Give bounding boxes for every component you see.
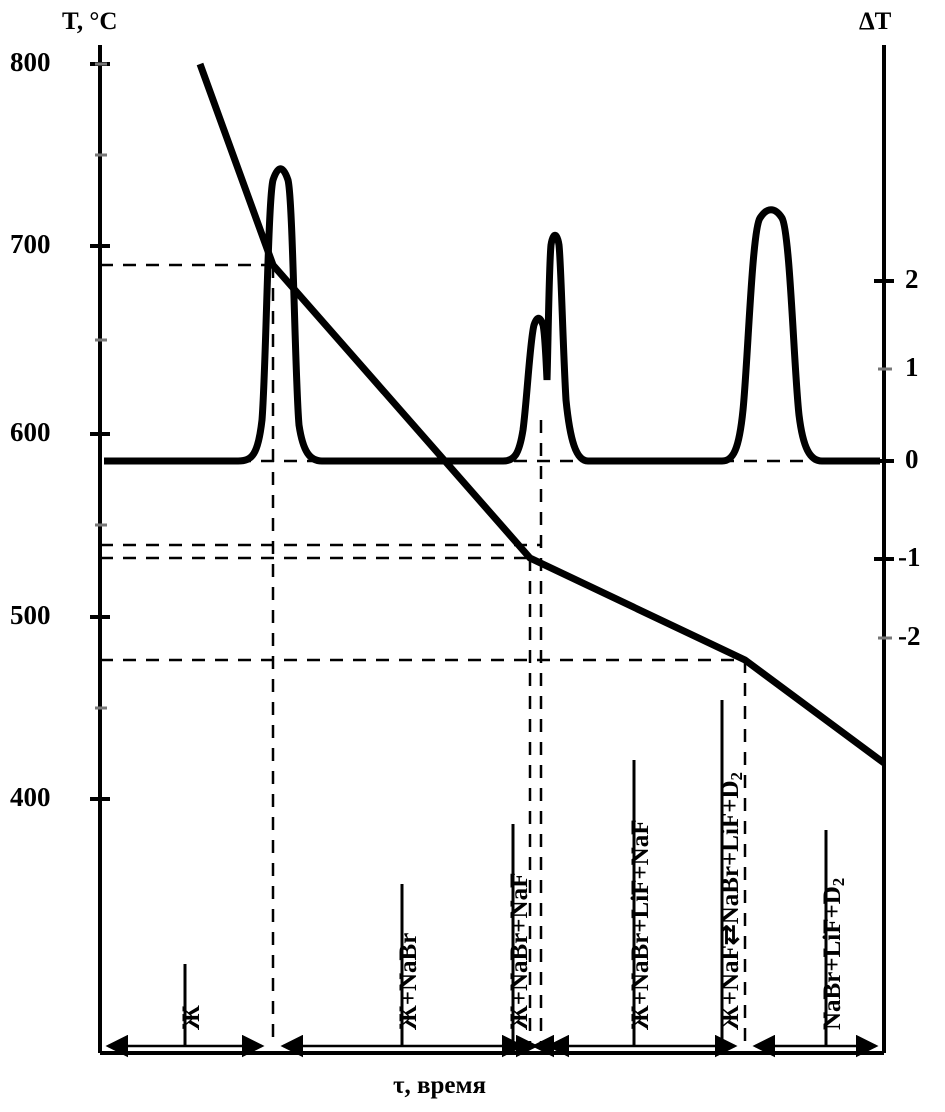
region-label-zh-nabr-lif-naf: Ж+NaBr+LiF+NaF xyxy=(627,819,654,1030)
right-tick-2: 2 xyxy=(905,264,919,294)
region-label-nabr-lif-d2-sub: 2 xyxy=(829,877,848,887)
region-label-nabr-lif-d2-main: NaBr+LiF+D xyxy=(819,886,846,1030)
left-tick-800: 800 xyxy=(10,47,51,77)
region-label-zh-naf-eq-main: Ж+NaF⇄NaBr+LiF+D xyxy=(717,780,744,1030)
left-tick-500: 500 xyxy=(10,600,51,630)
region-label-zh-nabr: Ж+NaBr xyxy=(395,932,422,1030)
region-label-zh-naf-eq-sub: 2 xyxy=(727,772,746,781)
left-tick-400: 400 xyxy=(10,782,51,812)
region-label-zh-nabr-naf: Ж+NaBr+NaF xyxy=(506,872,533,1030)
right-tick-m1: -1 xyxy=(898,542,921,572)
dta-curve xyxy=(104,169,880,461)
region-label-zh-naf-eq xyxy=(715,772,747,1030)
left-tick-600: 600 xyxy=(10,417,51,447)
right-tick-1: 1 xyxy=(905,352,919,382)
left-axis-title: T, °C xyxy=(62,8,118,35)
left-tick-700: 700 xyxy=(10,229,51,259)
region-label-zh: Ж xyxy=(178,1005,205,1030)
right-tick-m2: -2 xyxy=(898,621,921,651)
x-axis-title: τ, время xyxy=(393,1072,487,1099)
region-label-nabr-lif-d2 xyxy=(819,878,849,1030)
right-tick-0: 0 xyxy=(905,444,919,474)
right-axis-title: ΔT xyxy=(859,8,892,35)
